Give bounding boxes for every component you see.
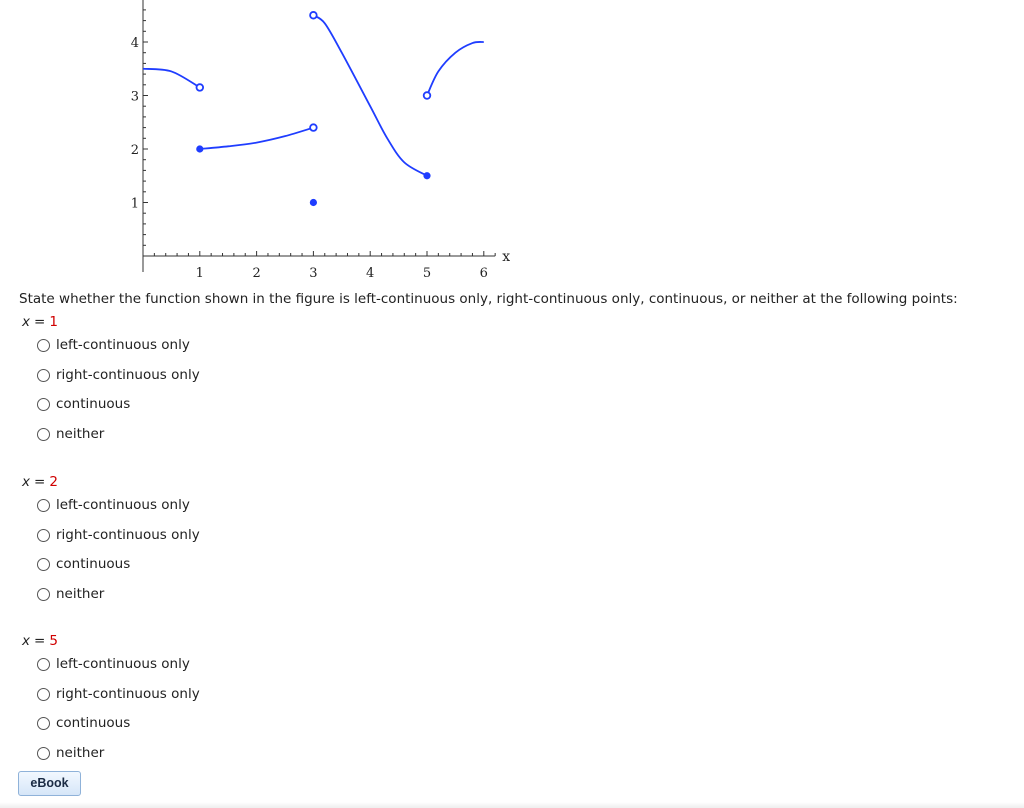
part-label: x = 5 bbox=[22, 633, 58, 649]
radio-button[interactable] bbox=[37, 529, 50, 542]
part-value: 1 bbox=[49, 314, 58, 330]
question-part-x5 bbox=[22, 632, 200, 768]
open-endpoint bbox=[424, 92, 431, 99]
radio-button[interactable] bbox=[37, 688, 50, 701]
curve-segment bbox=[200, 128, 314, 149]
radio-button[interactable] bbox=[37, 717, 50, 730]
part-value: 2 bbox=[49, 474, 58, 490]
x-tick-label: 4 bbox=[366, 266, 375, 281]
radio-button[interactable] bbox=[37, 369, 50, 382]
curve-segment bbox=[313, 15, 427, 176]
curve-segment bbox=[427, 42, 484, 96]
x-tick-label: 3 bbox=[309, 266, 318, 281]
option-neither[interactable]: neither bbox=[22, 420, 200, 450]
option-right-continuous[interactable]: right-continuous only bbox=[22, 361, 200, 391]
radio-button[interactable] bbox=[37, 428, 50, 441]
axes bbox=[131, 0, 510, 281]
option-neither[interactable]: neither bbox=[22, 580, 200, 610]
radio-button[interactable] bbox=[37, 658, 50, 671]
option-right-continuous[interactable]: right-continuous only bbox=[22, 521, 200, 551]
x-tick-label: 2 bbox=[252, 266, 261, 281]
part-value: 5 bbox=[49, 633, 58, 649]
option-left-continuous[interactable]: left-continuous only bbox=[22, 491, 200, 521]
option-right-continuous[interactable]: right-continuous only bbox=[22, 680, 200, 710]
x-tick-label: 6 bbox=[479, 266, 488, 281]
ebook-button[interactable]: eBook bbox=[18, 771, 81, 796]
closed-endpoint bbox=[423, 172, 430, 179]
radio-button[interactable] bbox=[37, 499, 50, 512]
option-continuous[interactable]: continuous bbox=[22, 550, 200, 580]
curve-segment bbox=[143, 69, 200, 88]
y-tick-label: 1 bbox=[130, 196, 139, 212]
part-label: x = 2 bbox=[22, 474, 58, 490]
open-endpoint bbox=[310, 124, 317, 131]
option-neither[interactable]: neither bbox=[22, 739, 200, 769]
radio-button[interactable] bbox=[37, 339, 50, 352]
question-prompt: State whether the function shown in the figure is left-continuous only, right-continuous only, continuous, or neither at the following points: bbox=[19, 291, 958, 307]
radio-button[interactable] bbox=[37, 398, 50, 411]
open-endpoint bbox=[197, 84, 204, 91]
closed-endpoint bbox=[310, 199, 317, 206]
option-left-continuous[interactable]: left-continuous only bbox=[22, 331, 200, 361]
x-axis-label: x bbox=[502, 249, 511, 265]
question-part-x1 bbox=[22, 313, 200, 449]
y-tick-label: 3 bbox=[130, 89, 139, 105]
y-tick-label: 2 bbox=[130, 143, 139, 158]
part-label: x = 1 bbox=[22, 314, 58, 330]
open-endpoint bbox=[310, 12, 317, 19]
function-graph bbox=[0, 0, 1024, 290]
option-continuous[interactable]: continuous bbox=[22, 390, 200, 420]
radio-button[interactable] bbox=[37, 558, 50, 571]
radio-button[interactable] bbox=[37, 588, 50, 601]
question-part-x2 bbox=[22, 473, 200, 609]
radio-button[interactable] bbox=[37, 747, 50, 760]
curves bbox=[143, 12, 484, 206]
x-tick-label: 1 bbox=[195, 266, 204, 281]
x-tick-label: 5 bbox=[422, 266, 432, 281]
option-continuous[interactable]: continuous bbox=[22, 709, 200, 739]
option-left-continuous[interactable]: left-continuous only bbox=[22, 650, 200, 680]
y-tick-label: 4 bbox=[130, 36, 139, 51]
footer-bar bbox=[0, 802, 1024, 808]
closed-endpoint bbox=[196, 145, 203, 152]
